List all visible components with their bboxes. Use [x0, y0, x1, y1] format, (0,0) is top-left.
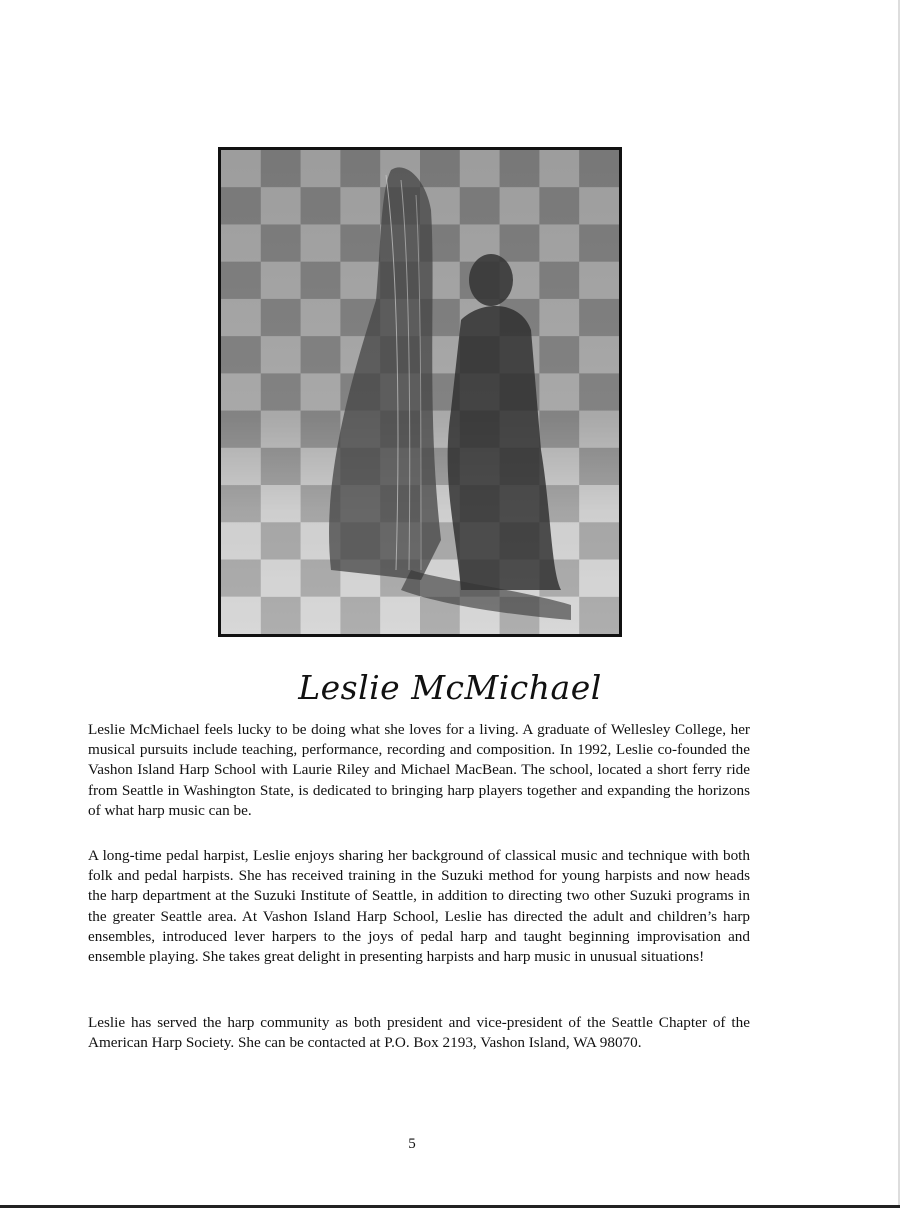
- bio-paragraph-2: A long-time pedal harpist, Leslie enjoys sharing her background of classical music and technique with both folk and pedal harpists. She has received training in the Suzuki method for young harpists and now heads the harp department at the Suzuki Institute of Seattle, in addition to directing two other Suzuki programs in the greater Seattle area. At Vashon Island Harp School, Leslie has directed the adult and children’s harp ensembles, introduced lever harpers to the joys of pedal harp and taught beginning improvisation and ensemble playing. She takes great delight in presenting harpists and harp music in unusual situations!: [88, 847, 750, 966]
- page-number: 5: [408, 1136, 416, 1152]
- page-title: Leslie McMichael: [298, 668, 602, 707]
- bio-paragraph-1: Leslie McMichael feels lucky to be doing what she loves for a living. A graduate of Wellesley College, her musical pursuits include teaching, performance, recording and composition. In 1992, Leslie co-founded the Vashon Island Harp School with Laurie Riley and Michael MacBean. The school, located a short ferry ride from Seattle in Washington State, is dedicated to bringing harp players together and expanding the horizons of what harp music can be.: [88, 721, 750, 819]
- harpist-photo: [218, 147, 622, 637]
- harpist-photo-icon: [221, 150, 619, 634]
- bio-paragraph-3: Leslie has served the harp community as both president and vice-president of the Seattle Chapter of the American Harp Society. She can be contacted at P.O. Box 2193, Vashon Island, WA 98070.: [88, 1014, 750, 1052]
